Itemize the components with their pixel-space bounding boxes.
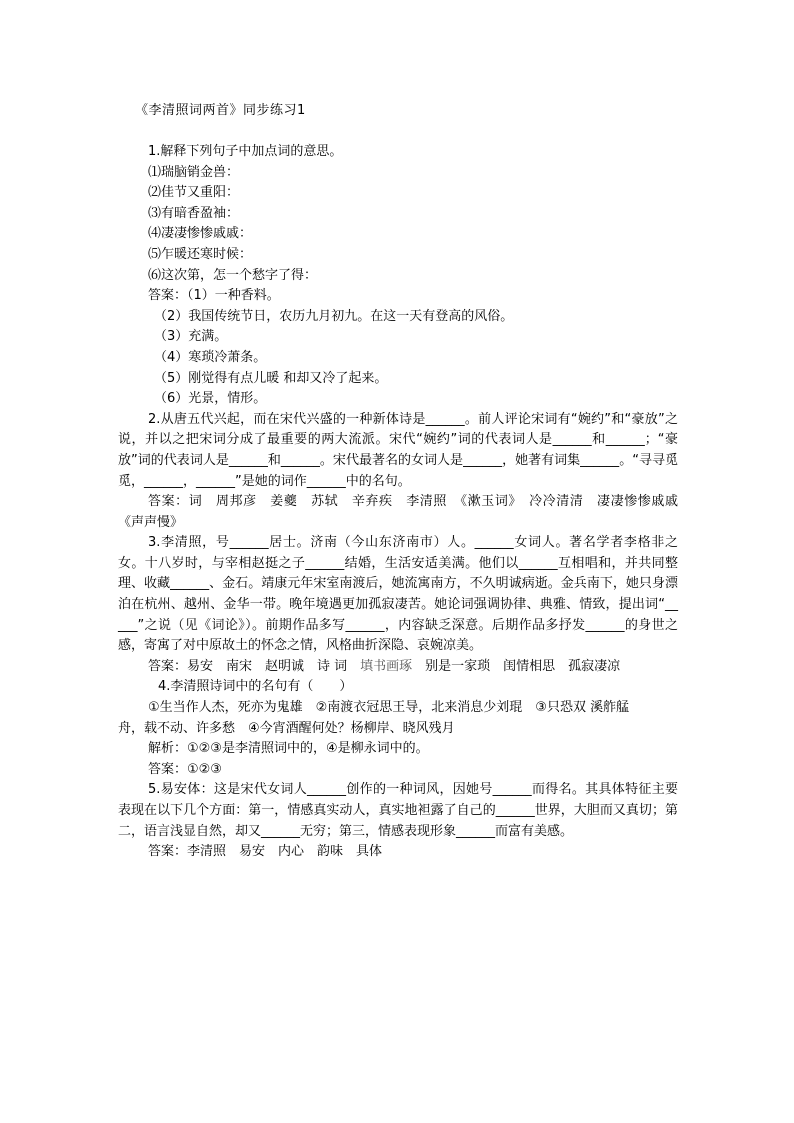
q3-answer-tail: 别是一家琐 闺情相思 孤寂凄凉 xyxy=(412,658,621,674)
q4-analysis: 解析：①②③是李清照词中的，④是柳永词中的。 xyxy=(148,741,429,757)
q1-item-6: ⑹这次第，怎一个愁字了得： xyxy=(148,267,318,283)
q2-stem: 2.从唐五代兴起，而在宋代兴盛的一种新体诗是______。前人评论宋词有“婉约”和“豪放”之说，并以之把宋词分成了最重要的两大流派。宋代“婉约”词的代表词人是______和______；“豪放”词的代表词人是______和______。宋代最著名的女词人是______，她著有词集______。“寻寻觅觅，______，______”是她的词作______中的名句。 xyxy=(118,411,678,489)
q3-answer-faded: 填书画琢 xyxy=(360,658,413,674)
q1-stem: 1.解释下列句子中加点词的意思。 xyxy=(148,144,343,159)
q3-stem: 3.李清照，号______居士。济南（今山东济南市）人。______女词人。著名学者李格非之女。十八岁时，与宰相赵挺之子______结婚，生活安适美满。他们以______互相唱和，并共同整理、收藏______、金石。靖康元年宋室南渡后，她流寓南方，不久明诚病逝。金兵南下，她只身漂泊在杭州、越州、金华一带。晚年境遇更加孤寂凄苦。她论词强调协律、典雅、情致，提出词“__ ___”之说（见《词论》）。前期作品多写______，内容缺乏深意。后期作品多抒发______的身世之感，寄寓了对中原故土的怀念之情，风格曲折深隐、哀婉凉美。 xyxy=(118,535,678,654)
q1-answer-3: （3）充满。 xyxy=(154,329,228,345)
q1-answer-4: （4）寒琐冷萧条。 xyxy=(154,349,267,365)
q4-answer: 答案：①②③ xyxy=(148,761,222,777)
q4-stem: 4.李清照诗词中的名句有（ ） xyxy=(158,679,353,695)
q1-answer-6: （6）光景，情形。 xyxy=(154,391,267,407)
q1-item-2: ⑵佳节又重阳： xyxy=(148,185,240,201)
q1-item-3: ⑶有暗香盈袖： xyxy=(148,205,240,221)
q4-options-line-2: 舟，载不动、许多愁 ④今宵酒醒何处？杨柳岸、晓风残月 xyxy=(118,720,455,736)
q5-answer: 答案：李清照 易安 内心 韵味 具体 xyxy=(148,844,383,860)
q4-options-line-1: ①生当作人杰，死亦为鬼雄 ②南渡衣冠思王导，北来消息少刘琨 ③只恐双 溪舴艋 xyxy=(148,700,630,716)
q2-answer: 答案：词 周邦彦 姜夔 苏轼 辛弃疾 李清照 《漱玉词》 冷冷清清 凄凄惨惨戚戚 《声声慢》 xyxy=(118,494,692,530)
exercise-column xyxy=(118,142,692,863)
q1-item-4: ⑷凄凄惨惨戚戚： xyxy=(148,226,253,242)
q5-stem: 5.易安体：这是宋代女词人______创作的一种词风，因她号______而得名。其具体特征主要表现在以下几个方面：第一，情感真实动人，真实地袒露了自己的______世界，大胆而又真切；第二，语言浅显自然，却又______无穷；第三，情感表现形象______而富有美感。 xyxy=(118,782,678,839)
q1-item-5: ⑸乍暖还寒时候： xyxy=(148,246,253,262)
q1-answer-2: （2）我国传统节日，农历九月初九。在这一天有登高的风俗。 xyxy=(154,308,514,324)
q1-answer-5: （5）刚觉得有点儿暖 和却又冷了起来。 xyxy=(154,370,388,386)
document-title: 《李清照词两首》同步练习1 xyxy=(135,103,306,118)
q1-item-1: ⑴瑞脑销金兽： xyxy=(148,164,240,180)
q3-answer-head: 答案：易安 南宋 赵明诚 诗 词 xyxy=(148,658,361,674)
q3-answer xyxy=(118,657,678,678)
q1-answer-first: 答案：（1）一种香料。 xyxy=(148,288,280,304)
